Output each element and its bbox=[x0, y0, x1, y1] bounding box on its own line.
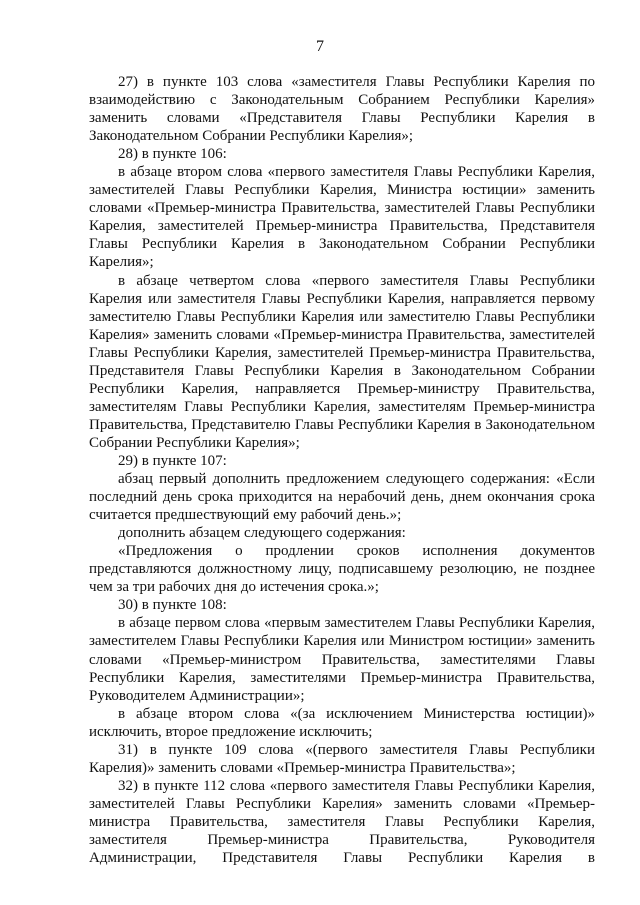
paragraph-item-30-abzac-1: в абзаце первом слова «первым заместителем Главы Республики Карелия, заместителем Главы Республики Карелия или Министром юстиции» заменить словами «Премьер-министром Правительства, заместителями Главы Республики Карелия, заместителями Премьер-министра Правительства, Руководителем Администрации»; bbox=[89, 615, 595, 704]
paragraph-item-29-new-text: «Предложения о продлении сроков исполнения документов представляются должностному лицу, подписавшему резолюцию, не позднее чем за три рабочих дня до истечения срока.»; bbox=[89, 543, 595, 596]
paragraph-item-29-abzac-1: абзац первый дополнить предложением следующего содержания: «Если последний день срока приходится на нерабочий день, днем окончания срока считается предшествующий ему рабочий день.»; bbox=[89, 471, 595, 524]
paragraph-item-28-abzac-2: в абзаце втором слова «первого заместителя Главы Республики Карелия, заместителей Главы Республики Карелия, Министра юстиции» заменить словами «Премьер-министра Правительства, заместителей Главы Республики Карелия, заместителей Премьер-министра Правительства, Представителя Главы Республики Карелия в Законодательном Собрании Республики Карелия»; bbox=[89, 164, 595, 271]
paragraph-item-30-heading: 30) в пункте 108: bbox=[118, 597, 227, 614]
paragraph-item-31: 31) в пункте 109 слова «(первого заместителя Главы Республики Карелия)» заменить словами «Премьер-министра Правительства»; bbox=[89, 741, 595, 776]
paragraph-item-29-add-abzac: дополнить абзацем следующего содержания: bbox=[118, 525, 406, 542]
paragraph-item-27: 27) в пункте 103 слова «заместителя Главы Республики Карелия по взаимодействию с Законодательным Собранием Республики Карелия» заменить словами «Представителя Главы Республики Карелия в Законодательном Собрании Республики Карелия»; bbox=[89, 74, 595, 145]
paragraph-item-32: 32) в пункте 112 слова «первого заместителя Главы Республики Карелия, заместителей Главы Республики Карелия» заменить словами «Премьер-министра Правительства, заместителя Главы Республики Карелия, заместителя Премьер-министра Правительства, Руководителя Администрации, Представителя Главы Республики Карелия в bbox=[89, 777, 595, 867]
page-number: 7 bbox=[316, 38, 324, 55]
paragraph-item-30-abzac-2: в абзаце втором слова «(за исключением Министерства юстиции)» исключить, второе предложение исключить; bbox=[89, 705, 595, 740]
document-body bbox=[89, 73, 595, 867]
paragraph-item-28-abzac-4: в абзаце четвертом слова «первого заместителя Главы Республики Карелия или заместителя Главы Республики Карелия, направляется первому заместителю Главы Республики Карелия или заместителю Главы Республики Карелия» заменить словами «Премьер-министра Правительства, заместителей Главы Республики Карелия, заместителей Премьер-министра Правительства, Представителя Главы Республики Карелия в Законодательном Собрании Республики Карелия, направляется Премьер-министру Правительства, заместителям Главы Республики Карелия, заместителям Премьер-министра Правительства, Представителю Главы Республики Карелия в Законодательном Собрании Республики Карелия»; bbox=[89, 272, 595, 451]
paragraph-item-29-heading: 29) в пункте 107: bbox=[118, 452, 227, 469]
paragraph-item-28-heading: 28) в пункте 106: bbox=[118, 146, 227, 163]
